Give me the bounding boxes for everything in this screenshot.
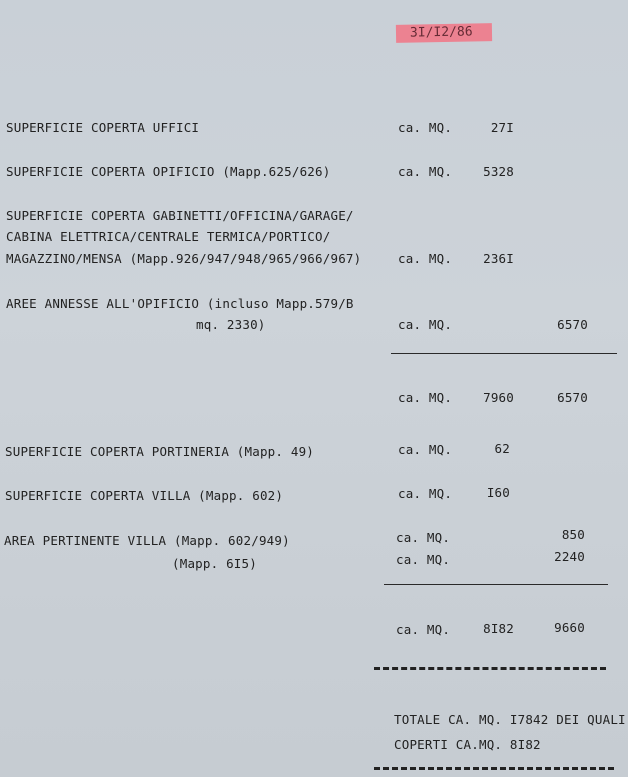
row-unit-villa: ca. MQ. — [398, 486, 453, 501]
row-unit-aree: ca. MQ. — [398, 317, 453, 332]
row-unit-area-villa: ca. MQ. — [396, 530, 451, 545]
row-value-gabinetti: 236I — [483, 251, 514, 266]
row-label-villa: SUPERFICIE COPERTA VILLA (Mapp. 602) — [5, 488, 284, 503]
row-unit-portineria: ca. MQ. — [398, 442, 453, 457]
total-line-1: TOTALE CA. MQ. I7842 DEI QUALI — [394, 712, 626, 727]
row-label-aree-line1: AREE ANNESSE ALL'OPIFICIO (incluso Mapp.579/B — [6, 296, 354, 311]
subtotal2-value2: 9660 — [554, 620, 585, 635]
row-unit-uffici: ca. MQ. — [398, 120, 453, 135]
row-value-mapp-615: 2240 — [554, 549, 585, 564]
subtotal1-value2: 6570 — [557, 390, 588, 405]
row-label-mapp-615: (Mapp. 6I5) — [172, 556, 257, 571]
row-value-aree: 6570 — [557, 317, 588, 332]
row-unit-opificio: ca. MQ. — [398, 164, 453, 179]
subtotal2-value1: 8I82 — [483, 621, 514, 636]
date-highlight — [396, 23, 492, 43]
row-label-aree-line2: mq. 2330) — [196, 317, 266, 332]
row-unit-gabinetti: ca. MQ. — [398, 251, 453, 266]
row-value-area-villa: 850 — [561, 527, 585, 542]
subtotal-rule-1 — [391, 353, 617, 354]
row-label-uffici: SUPERFICIE COPERTA UFFICI — [6, 120, 200, 135]
row-label-area-villa: AREA PERTINENTE VILLA (Mapp. 602/949) — [4, 533, 290, 548]
row-unit-mapp-615: ca. MQ. — [396, 552, 451, 567]
dashed-rule-2 — [374, 767, 614, 770]
row-label-portineria: SUPERFICIE COPERTA PORTINERIA (Mapp. 49) — [5, 444, 315, 459]
row-value-portineria: 62 — [494, 441, 510, 456]
total-line-2: COPERTI CA.MQ. 8I82 — [394, 737, 541, 752]
subtotal1-value1: 7960 — [483, 390, 514, 405]
subtotal2-unit: ca. MQ. — [396, 622, 451, 637]
row-label-gabinetti-line1: SUPERFICIE COPERTA GABINETTI/OFFICINA/GARAGE/ — [6, 208, 354, 223]
row-value-opificio: 5328 — [483, 164, 514, 179]
subtotal-rule-2 — [384, 584, 608, 585]
row-label-gabinetti-line3: MAGAZZINO/MENSA (Mapp.926/947/948/965/966/967) — [6, 251, 362, 266]
document-date: 3I/I2/86 — [409, 24, 473, 41]
row-value-uffici: 27I — [490, 120, 514, 135]
row-label-opificio: SUPERFICIE COPERTA OPIFICIO (Mapp.625/626) — [6, 164, 331, 179]
dashed-rule-1 — [374, 667, 606, 670]
row-value-villa: I60 — [486, 485, 510, 500]
subtotal1-unit: ca. MQ. — [398, 390, 453, 405]
row-label-gabinetti-line2: CABINA ELETTRICA/CENTRALE TERMICA/PORTICO/ — [6, 229, 331, 244]
